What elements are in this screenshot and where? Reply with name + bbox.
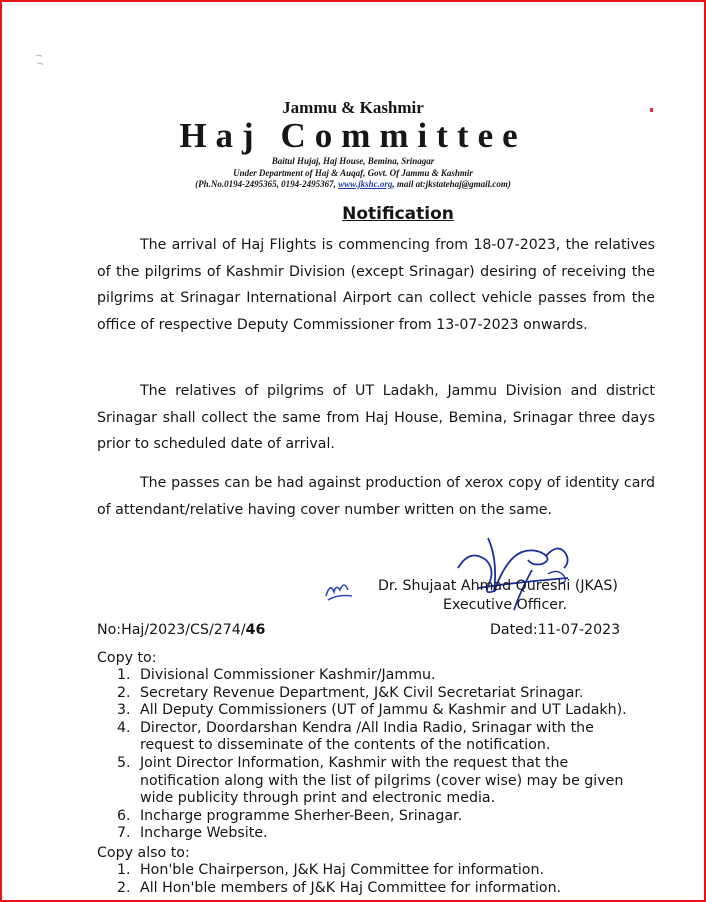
copy-also-to-item: 1. Hon'ble Chairperson, J&K Haj Committee for information.	[117, 862, 544, 878]
signatory-designation: Executive Officer.	[443, 597, 568, 613]
initials-mark	[322, 574, 358, 604]
header-address: Baitul Hujaj, Haj House, Bemina, Srinagar	[271, 156, 435, 166]
contact-phones: (Ph.No.0194-2495365, 0194-2495367,	[195, 179, 336, 189]
paragraph-3-text: The passes can be had against production of xerox copy of identity card of attendant/relative having cover number written on the same.	[97, 475, 655, 518]
dated: Dated:11-07-2023	[490, 622, 621, 638]
copy-to-item: 5. Joint Director Information, Kashmir with the request that the notification along with the list of pilgrims (cover wise) may be given wide publicity through print and electronic media.	[117, 754, 624, 807]
header-state: Jammu & Kashmir	[282, 98, 424, 117]
copy-to-item: 3. All Deputy Commissioners (UT of Jammu & Kashmir and UT Ladakh).	[117, 702, 627, 719]
copy-to-item: 6. Incharge programme Sherher-Been, Srinagar.	[117, 807, 463, 824]
notice-title: Notification	[342, 204, 454, 224]
paragraph-3	[97, 470, 655, 523]
copy-to-item: 4. Director, Doordarshan Kendra /All India Radio, Srinagar with the request to disseminate of the contents of the notification.	[117, 719, 594, 754]
reference-number	[97, 622, 265, 638]
website-link[interactable]: www.jkshc.org	[338, 179, 393, 189]
contact-email: , mail at:jkstatehaj@gmail.com)	[392, 179, 511, 189]
paragraph-2-text: The relatives of pilgrims of UT Ladakh, Jammu Division and district Srinagar shall collect the same from Haj House, Bemina, Srinagar three days prior to scheduled date of arrival.	[97, 383, 655, 452]
copy-also-to-item: 2. All Hon'ble members of J&K Haj Committee for information.	[117, 879, 562, 896]
header-department: Under Department of Haj & Auqaf, Govt. Of Jammu & Kashmir	[233, 168, 473, 178]
copy-to-item: 2. Secretary Revenue Department, J&K Civil Secretariat Srinagar.	[117, 684, 584, 701]
signatory-name: Dr. Shujaat Ahmad Qureshi (JKAS)	[378, 578, 618, 594]
copy-to-label: Copy to:	[97, 650, 157, 666]
reference-prefix: No:Haj/2023/CS/274/	[97, 622, 246, 638]
copy-also-to-list	[117, 862, 650, 897]
copy-to-item: 1. Divisional Commissioner Kashmir/Jammu.	[117, 667, 436, 683]
header-org: Haj Committee	[179, 116, 527, 155]
copy-also-to-label: Copy also to:	[97, 845, 190, 861]
copy-to-list	[117, 667, 650, 843]
scan-mark	[34, 52, 46, 72]
paragraph-1	[97, 232, 655, 338]
paragraph-1-text: The arrival of Haj Flights is commencing from 18-07-2023, the relatives of the pilgrims of Kashmir Division (except Srinagar) desiring of receiving the pilgrims at Srinagar International Airport can collect vehicle passes from the office of respective Deputy Commissioner from 13-07-2023 onwards.	[97, 237, 655, 333]
copy-to-item: 7. Incharge Website.	[117, 825, 268, 842]
reference-serial: 46	[245, 622, 266, 638]
paragraph-2	[97, 378, 655, 458]
header-contact	[0, 179, 706, 189]
